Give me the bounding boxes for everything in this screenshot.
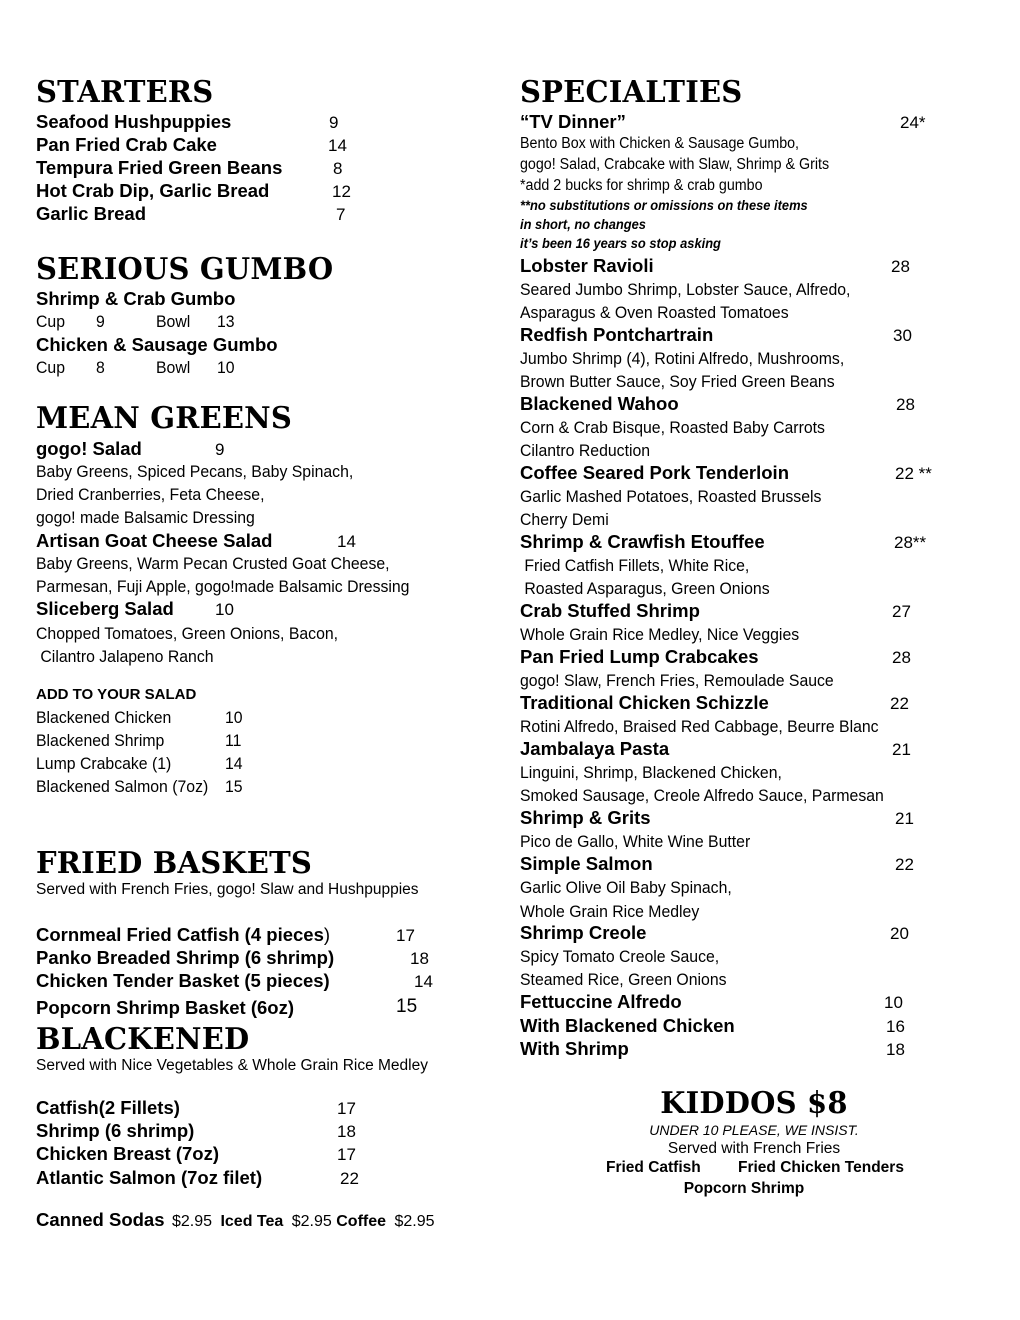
menu-item-price: 28: [896, 395, 915, 414]
menu-item-price: 22: [890, 694, 909, 713]
menu-item-desc: Seared Jumbo Shrimp, Lobster Sauce, Alfredo,: [520, 280, 851, 299]
menu-item-desc: Dried Cranberries, Feta Cheese,: [36, 485, 265, 504]
menu-item-name: gogo! Salad: [36, 438, 142, 459]
menu-item-name: Redfish Pontchartrain: [520, 324, 714, 345]
menu-item-desc: Jumbo Shrimp (4), Rotini Alfredo, Mushrooms,: [520, 349, 845, 368]
section-title-fried-baskets: FRIED BASKETS: [36, 844, 312, 881]
drink-name: Iced Tea: [220, 1213, 284, 1230]
menu-item-price: 28**: [894, 533, 927, 552]
menu-item-name: With Shrimp: [520, 1038, 629, 1059]
menu-item-price: 18: [337, 1122, 356, 1141]
menu-item-desc: Whole Grain Rice Medley: [520, 902, 700, 921]
menu-item-desc: Corn & Crab Bisque, Roasted Baby Carrots: [520, 418, 825, 437]
menu-item-desc: *add 2 bucks for shrimp & crab gumbo: [520, 177, 763, 194]
menu-item-price: 22: [340, 1169, 359, 1188]
section-subtitle: Served with Nice Vegetables & Whole Grain Rice Medley: [36, 1057, 428, 1074]
addon-price: 10: [225, 708, 243, 727]
menu-item-note: in short, no changes: [520, 216, 646, 232]
menu-item-name: Traditional Chicken Schizzle: [520, 692, 769, 713]
menu-item-desc: Baby Greens, Spiced Pecans, Baby Spinach,: [36, 462, 354, 481]
bowl-label: Bowl: [156, 312, 191, 331]
menu-item-name: Hot Crab Dip, Garlic Bread: [36, 180, 270, 201]
menu-item-desc: Whole Grain Rice Medley, Nice Veggies: [520, 625, 800, 644]
kiddos-item: Popcorn Shrimp: [683, 1180, 805, 1197]
menu-item-note: it’s been 16 years so stop asking: [520, 235, 721, 251]
menu-item-name: Artisan Goat Cheese Salad: [36, 530, 273, 551]
drink-price: $2.95: [291, 1213, 332, 1230]
addon-price: 11: [225, 731, 242, 750]
menu-item-desc: Cilantro Jalapeno Ranch: [36, 647, 214, 666]
addon-title: ADD TO YOUR SALAD: [36, 686, 197, 703]
menu-item-name: Shrimp (6 shrimp): [36, 1120, 195, 1141]
menu-item-name: Pan Fried Crab Cake: [36, 134, 217, 155]
section-title-starters: STARTERS: [36, 73, 214, 110]
menu-item-name: Panko Breaded Shrimp (6 shrimp): [36, 947, 335, 968]
cup-price: 9: [96, 312, 105, 331]
menu-item-price: 18: [410, 949, 429, 968]
menu-item-price: 8: [333, 159, 343, 178]
menu-item-desc: Roasted Asparagus, Green Onions: [520, 579, 770, 598]
addon-name: Lump Crabcake (1): [36, 754, 172, 773]
menu-item-price: 30: [893, 326, 912, 345]
section-title-specialties: SPECIALTIES: [520, 73, 743, 110]
menu-item-price: 21: [892, 740, 911, 759]
menu-item-desc: Baby Greens, Warm Pecan Crusted Goat Cheese,: [36, 554, 390, 573]
menu-item-desc: Parmesan, Fuji Apple, gogo!made Balsamic Dressing: [36, 577, 410, 596]
menu-item-name: Fettuccine Alfredo: [520, 991, 682, 1012]
menu-item-price: 14: [328, 136, 347, 155]
menu-item-price: 20: [890, 924, 909, 943]
menu-item-price: 22: [895, 855, 914, 874]
cup-label: Cup: [36, 358, 66, 377]
menu-item-price: 24*: [900, 113, 926, 132]
menu-item-name-suffix: ): [323, 924, 331, 945]
menu-item-price: 17: [396, 926, 415, 945]
drink-price: $2.95: [171, 1213, 212, 1230]
menu-item-name: Sliceberg Salad: [36, 598, 174, 619]
addon-price: 15: [225, 777, 243, 796]
bowl-label: Bowl: [156, 358, 191, 377]
bowl-price: 13: [217, 312, 235, 331]
menu-item-note: **no substitutions or omissions on these items: [520, 197, 808, 213]
menu-item-price: 18: [886, 1040, 905, 1059]
menu-item-price: 22 **: [895, 464, 932, 483]
menu-item-name: Lobster Ravioli: [520, 255, 654, 276]
addon-name: Blackened Salmon (7oz): [36, 777, 209, 796]
menu-item-price: 9: [329, 113, 339, 132]
menu-item-name: Atlantic Salmon (7oz filet): [36, 1167, 263, 1188]
menu-item-price: 17: [337, 1145, 356, 1164]
menu-item-name: Shrimp & Crab Gumbo: [36, 288, 236, 309]
menu-item-name: Seafood Hushpuppies: [36, 111, 232, 132]
menu-item-price: 10: [215, 600, 234, 619]
section-title-gumbo: SERIOUS GUMBO: [36, 250, 334, 287]
menu-item-price: 10: [884, 993, 903, 1012]
menu-item-name: Coffee Seared Pork Tenderloin: [520, 462, 789, 483]
menu-item-name: Simple Salmon: [520, 853, 653, 874]
menu-item-desc: gogo! made Balsamic Dressing: [36, 508, 255, 527]
drink-name: Coffee: [336, 1213, 387, 1230]
addon-name: Blackened Chicken: [36, 708, 172, 727]
bowl-price: 10: [217, 358, 235, 377]
menu-item-desc: Cherry Demi: [520, 510, 609, 529]
menu-item-name: Tempura Fried Green Beans: [36, 157, 283, 178]
menu-item-price: 28: [892, 648, 911, 667]
section-title-blackened: BLACKENED: [36, 1020, 250, 1057]
section-title-greens: MEAN GREENS: [36, 399, 293, 436]
cup-label: Cup: [36, 312, 66, 331]
addon-name: Blackened Shrimp: [36, 731, 165, 750]
drink-name: Canned Sodas: [36, 1209, 165, 1230]
menu-item-name: Catfish(2 Fillets): [36, 1097, 180, 1118]
menu-item-price: 27: [892, 602, 911, 621]
cup-price: 8: [96, 358, 105, 377]
menu-item-price: 14: [337, 532, 356, 551]
kiddos-item: Fried Catfish: [606, 1159, 701, 1176]
menu-item-desc: Garlic Olive Oil Baby Spinach,: [520, 878, 732, 897]
menu-item-name: Shrimp Creole: [520, 922, 647, 943]
menu-item-desc: Smoked Sausage, Creole Alfredo Sauce, Parmesan: [520, 786, 884, 805]
menu-item-desc: Rotini Alfredo, Braised Red Cabbage, Beurre Blanc: [520, 717, 879, 736]
menu-item-desc: Spicy Tomato Creole Sauce,: [520, 947, 720, 966]
menu-item-desc: Garlic Mashed Potatoes, Roasted Brussels: [520, 487, 822, 506]
drink-price: $2.95: [394, 1213, 435, 1230]
menu-item-name: Shrimp & Grits: [520, 807, 651, 828]
menu-item-name: [36, 926, 330, 945]
menu-item-price: 14: [414, 972, 433, 991]
menu-item-price: 7: [336, 205, 346, 224]
menu-item-price: 28: [891, 257, 910, 276]
menu-item-desc: gogo! Slaw, French Fries, Remoulade Sauce: [520, 671, 834, 690]
section-subtitle: Served with French Fries, gogo! Slaw and Hushpuppies: [36, 881, 419, 898]
menu-item-name: Blackened Wahoo: [520, 393, 679, 414]
kiddos-served: Served with French Fries: [667, 1140, 841, 1157]
menu-item-name: “TV Dinner”: [520, 111, 626, 132]
kiddos-note: UNDER 10 PLEASE, WE INSIST.: [649, 1122, 859, 1138]
menu-item-name: Chicken & Sausage Gumbo: [36, 334, 278, 355]
menu-item-name: Crab Stuffed Shrimp: [520, 600, 700, 621]
menu-item-price: 12: [332, 182, 351, 201]
menu-item-name: With Blackened Chicken: [520, 1015, 735, 1036]
menu-item-price: 15: [396, 996, 418, 1017]
menu-item-price: 17: [337, 1099, 356, 1118]
menu-item-desc: Asparagus & Oven Roasted Tomatoes: [520, 303, 789, 322]
menu-item-name: Chicken Tender Basket (5 pieces): [36, 970, 330, 991]
menu-item-desc: Brown Butter Sauce, Soy Fried Green Beans: [520, 372, 835, 391]
menu-item-desc: Steamed Rice, Green Onions: [520, 970, 727, 989]
menu-item-desc: Fried Catfish Fillets, White Rice,: [520, 556, 750, 575]
menu-item-desc: Pico de Gallo, White Wine Butter: [520, 832, 751, 851]
addon-price: 14: [225, 754, 243, 773]
menu-item-desc: gogo! Salad, Crabcake with Slaw, Shrimp & Grits: [520, 156, 830, 173]
menu-item-price: 21: [895, 809, 914, 828]
menu-item-name: Garlic Bread: [36, 203, 147, 224]
menu-item-desc: Cilantro Reduction: [520, 441, 651, 460]
menu-item-name-text: Cornmeal Fried Catfish (4 pieces: [36, 924, 324, 945]
menu-item-name: Popcorn Shrimp Basket (6oz): [36, 997, 295, 1018]
menu-item-desc: Chopped Tomatoes, Green Onions, Bacon,: [36, 624, 339, 643]
menu-item-name: Pan Fried Lump Crabcakes: [520, 646, 759, 667]
kiddos-item: Fried Chicken Tenders: [738, 1159, 904, 1176]
menu-item-desc: Bento Box with Chicken & Sausage Gumbo,: [520, 135, 800, 152]
menu-item-name: Jambalaya Pasta: [520, 738, 670, 759]
menu-item-name: Chicken Breast (7oz): [36, 1143, 219, 1164]
menu-item-name: Shrimp & Crawfish Etouffee: [520, 531, 765, 552]
menu-item-desc: Linguini, Shrimp, Blackened Chicken,: [520, 763, 782, 782]
drinks-line: [36, 1211, 435, 1230]
menu-item-price: 9: [215, 440, 225, 459]
section-title-kiddos: KIDDOS $8: [660, 1084, 848, 1121]
menu-item-price: 16: [886, 1017, 905, 1036]
